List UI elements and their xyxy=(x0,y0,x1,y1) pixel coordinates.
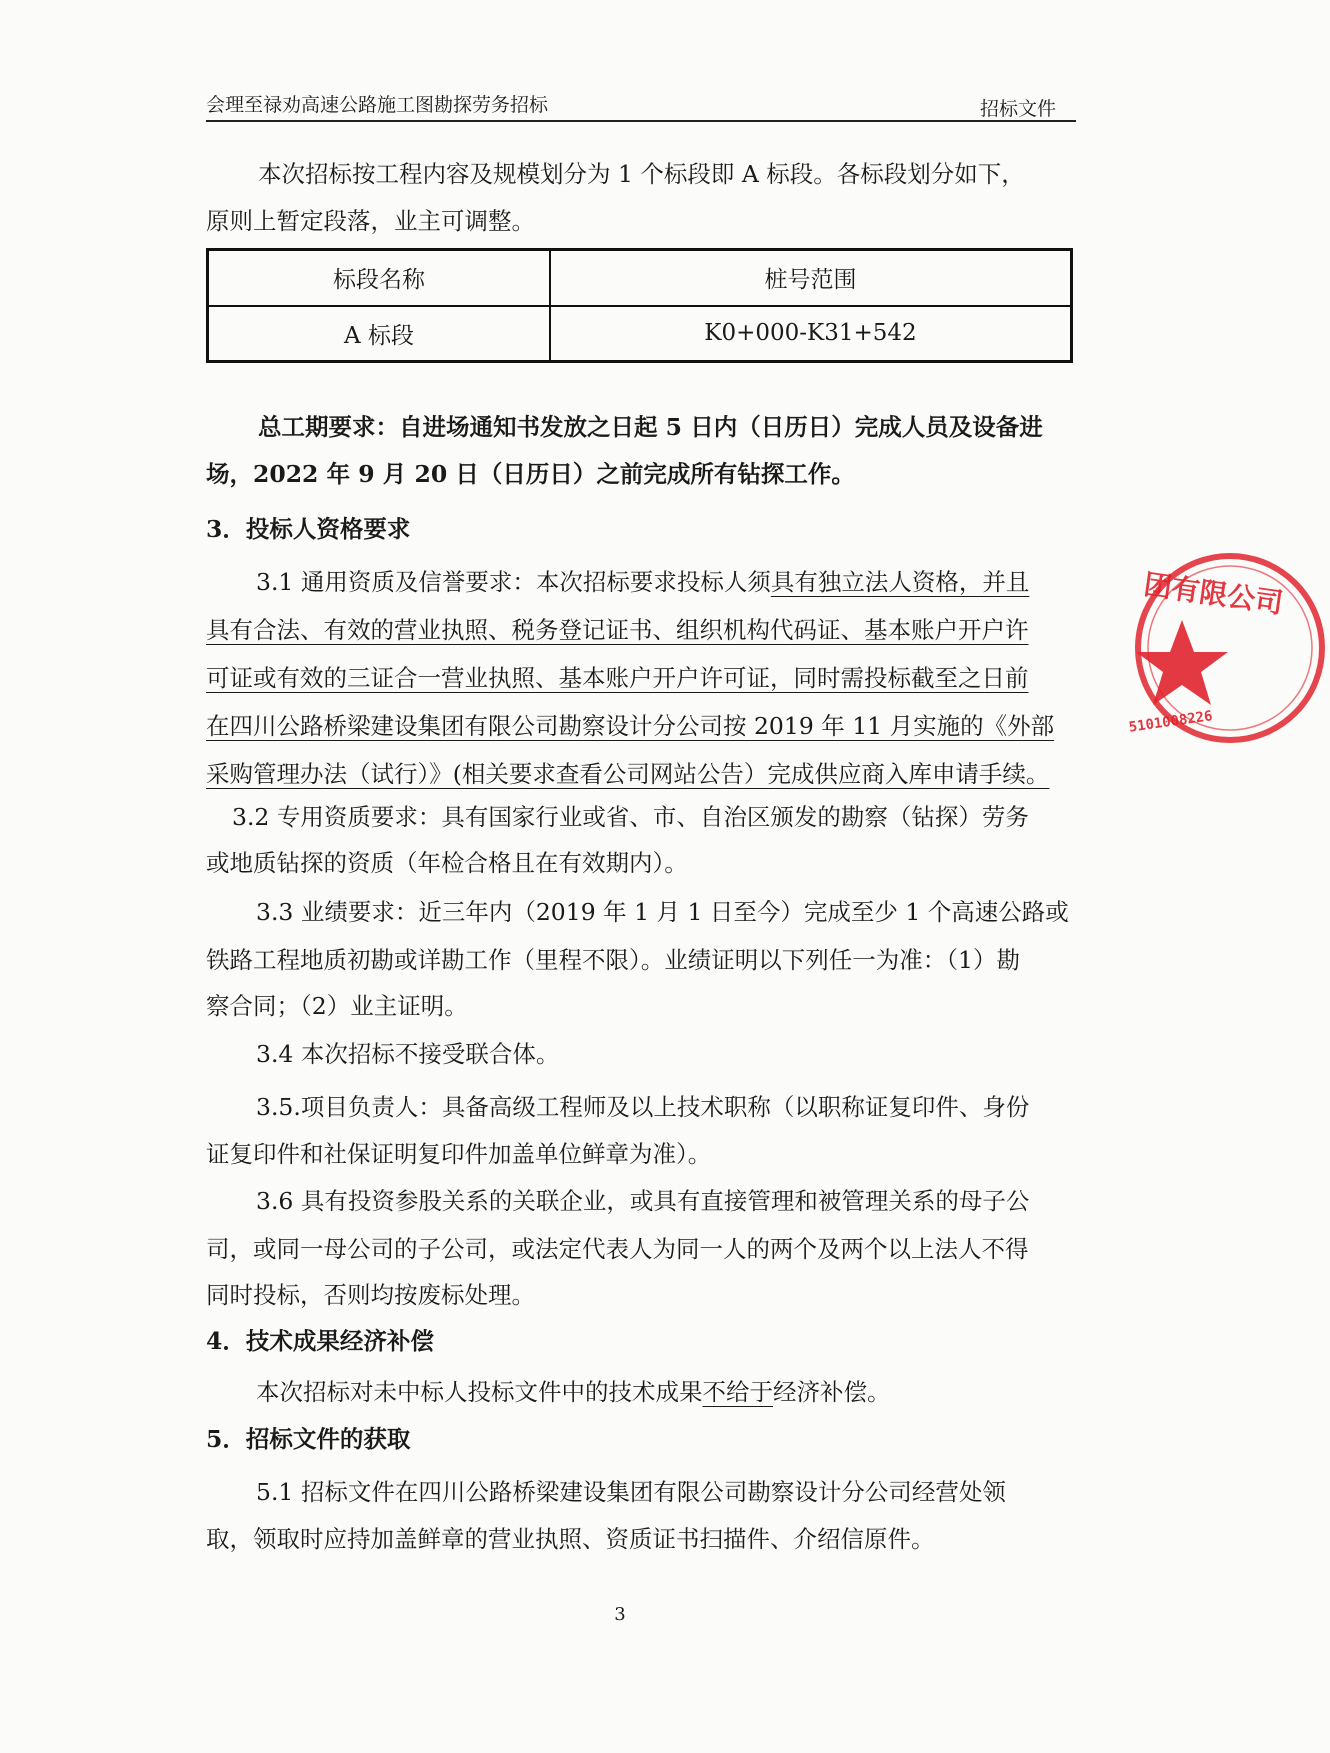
para-3-1-line-1 xyxy=(256,568,1030,596)
para-3-3-line-1: 3.3 业绩要求：近三年内（2019 年 1 月 1 日至今）完成至少 1 个高速公路或 xyxy=(256,898,1069,926)
para-3-1-line-3: 可证或有效的三证合一营业执照、基本账户开户许可证，同时需投标截至之日前 xyxy=(206,664,1029,692)
section-5-heading: 5．招标文件的获取 xyxy=(206,1425,411,1453)
page-number: 3 xyxy=(614,1604,626,1625)
para-3-6-line-1: 3.6 具有投资参股关系的关联企业，或具有直接管理和被管理关系的母子公 xyxy=(256,1187,1030,1215)
table-cell: K0+000-K31+542 xyxy=(550,306,1072,362)
para-3-5-line-2: 证复印件和社保证明复印件加盖单位鲜章为准）。 xyxy=(206,1140,712,1168)
para-3-2-line-2: 或地质钻探的资质（年检合格且在有效期内）。 xyxy=(206,849,688,877)
para-4-part-a: 本次招标对未中标人投标文件中的技术成果 xyxy=(256,1378,703,1406)
intro-line-2: 原则上暂定段落，业主可调整。 xyxy=(206,207,535,235)
para-3-2-line-1: 3.2 专用资质要求：具有国家行业或省、市、自治区颁发的勘察（钻探）劳务 xyxy=(232,803,1029,831)
section-table xyxy=(206,248,1073,363)
para-3-6-line-3: 同时投标，否则均按废标处理。 xyxy=(206,1281,535,1309)
para-5-1-line-2: 取，领取时应持加盖鲜章的营业执照、资质证书扫描件、介绍信原件。 xyxy=(206,1525,935,1553)
section-3-heading: 3．投标人资格要求 xyxy=(206,515,411,543)
page-header xyxy=(206,86,1076,122)
header-doc-type: 招标文件 xyxy=(979,98,1056,120)
schedule-line-1: 总工期要求：自进场通知书发放之日起 5 日内（日历日）完成人员及设备进 xyxy=(258,413,1043,441)
para-4-part-b: 不给于 xyxy=(702,1378,773,1406)
intro-line-1: 本次招标按工程内容及规模划分为 1 个标段即 A 标段。各标段划分如下， xyxy=(258,160,1025,188)
schedule-line-2: 场，2022 年 9 月 20 日（日历日）之前完成所有钻探工作。 xyxy=(206,460,855,488)
para-3-6-line-2: 司，或同一母公司的子公司，或法定代表人为同一人的两个及两个以上法人不得 xyxy=(206,1235,1029,1263)
para-3-3-line-3: 察合同；（2）业主证明。 xyxy=(206,992,468,1020)
header-title: 会理至禄劝高速公路施工图勘探劳务招标 xyxy=(206,94,549,116)
para-3-1-line-2: 具有合法、有效的营业执照、税务登记证书、组织机构代码证、基本账户开户许 xyxy=(206,616,1029,644)
table-header-cell: 标段名称 xyxy=(208,250,551,306)
svg-text:5101008226: 5101008226 xyxy=(1127,708,1214,736)
table-cell: A 标段 xyxy=(208,306,551,362)
table-header-cell: 桩号范围 xyxy=(550,250,1072,306)
para-3-1-line-5: 采购管理办法（试行）》(相关要求查看公司网站公告）完成供应商入库申请手续。 xyxy=(206,760,1050,788)
table-header-row xyxy=(208,250,1072,306)
para-3-1-line-1a: 3.1 通用资质及信誉要求：本次招标要求投标人须 xyxy=(256,568,771,596)
para-3-1-line-1b: 具有独立法人资格，并且 xyxy=(770,568,1030,596)
table-row xyxy=(208,306,1072,362)
para-4-body xyxy=(256,1378,891,1406)
para-3-4: 3.4 本次招标不接受联合体。 xyxy=(256,1040,560,1068)
para-3-1-line-4: 在四川公路桥梁建设集团有限公司勘察设计分公司按 2019 年 11 月实施的《外部 xyxy=(206,712,1055,740)
company-seal xyxy=(1127,548,1330,748)
para-3-5-line-1: 3.5.项目负责人：具备高级工程师及以上技术职称（以职称证复印件、身份 xyxy=(256,1093,1030,1121)
svg-text:团有限公司: 团有限公司 xyxy=(1141,567,1286,620)
para-4-part-c: 经济补偿。 xyxy=(773,1378,891,1406)
para-5-1-line-1: 5.1 招标文件在四川公路桥梁建设集团有限公司勘察设计分公司经营处领 xyxy=(256,1478,1006,1506)
section-4-heading: 4．技术成果经济补偿 xyxy=(206,1327,434,1355)
para-3-3-line-2: 铁路工程地质初勘或详勘工作（里程不限）。业绩证明以下列任一为准：（1）勘 xyxy=(206,946,1020,974)
